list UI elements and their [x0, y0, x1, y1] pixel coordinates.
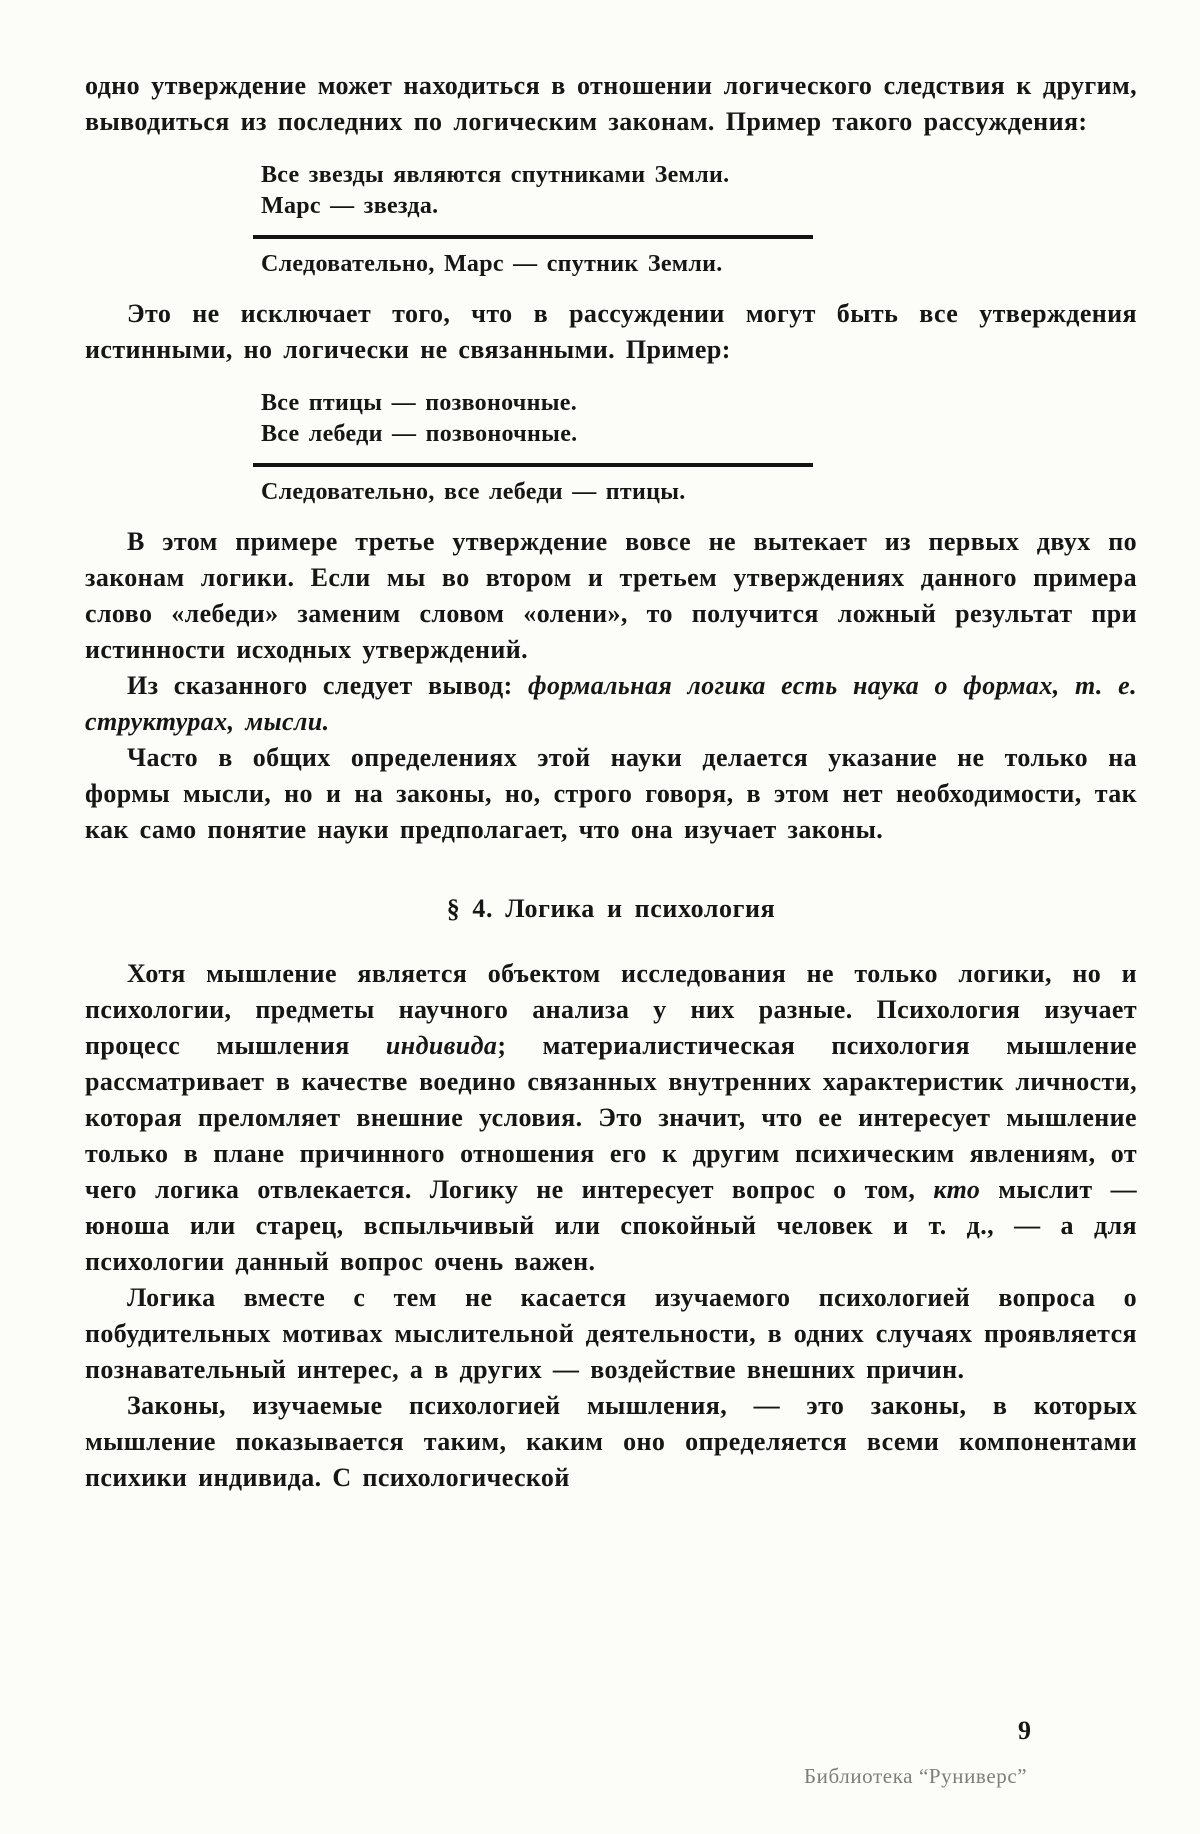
- section-heading: § 4. Логика и психология: [446, 894, 776, 923]
- paragraph-conclusion-statement: [85, 668, 1137, 740]
- paragraph-text: Хотя мышление является объектом исследования не только логики, но и психологии, предметы научного анализа у них разные. Психология изучает процесс мышления: [85, 959, 1137, 1060]
- page-number: 9: [1018, 1716, 1031, 1745]
- paragraph-text: мыслит — юноша или старец, вспыльчивый или спокойный человек и т. д., — а для психологии данный вопрос очень важен.: [85, 1175, 1137, 1276]
- text-block: [85, 68, 1137, 1496]
- paragraph-italic-text: формальная логика есть наука о формах, т. е. структурах, мысли.: [85, 671, 1137, 736]
- premise-line: Все птицы — позвоночные.: [261, 390, 578, 416]
- syllogism-example-2: [261, 388, 827, 508]
- syllogism-example-1: [261, 160, 827, 280]
- inference-rule-line: [253, 463, 813, 467]
- paragraph-continuation: одно утверждение может находиться в отношении логического следствия к другим, выводиться из последних по логическим законам. Пример такого рассуждения:: [85, 71, 1137, 136]
- paragraph: Логика вместе с тем не касается изучаемого психологией вопроса о побудительных мотивах мыслительной деятельности, в одних случаях проявляется познавательный интерес, а в других — воздействие внешних причин.: [85, 1283, 1137, 1384]
- premise-line: Все лебеди — позвоночные.: [261, 421, 578, 447]
- paragraph-text: Из сказанного следует вывод:: [127, 671, 528, 700]
- conclusion-line: Следовательно, все лебеди — птицы.: [261, 479, 686, 505]
- paragraph: Законы, изучаемые психологией мышления, — это законы, в которых мышление показывается таким, каким оно определяется всеми компонентами психики индивида. С психологической: [85, 1391, 1137, 1492]
- paragraph: В этом примере третье утверждение вовсе не вытекает из первых двух по законам логики. Если мы во втором и третьем утверждениях данного примера слово «лебеди» заменим словом «олени», то получится ложный результат при истинности исходных утверждений.: [85, 527, 1137, 664]
- premise-line: Все звезды являются спутниками Земли.: [261, 162, 730, 188]
- premise-line: Марс — звезда.: [261, 193, 439, 219]
- paragraph: [85, 956, 1137, 1280]
- paragraph: Часто в общих определениях этой науки делается указание не только на формы мысли, но и на законы, но, строго говоря, в этом нет необходимости, так как само понятие науки предполагает, что она изучает законы.: [85, 743, 1137, 844]
- inference-rule-line: [253, 235, 813, 239]
- library-watermark: Библиотека “Руниверс”: [804, 1764, 1028, 1788]
- paragraph: Это не исключает того, что в рассуждении могут быть все утверждения истинными, но логически не связанными. Пример:: [85, 299, 1137, 364]
- paragraph-italic-text: индивида: [385, 1031, 498, 1060]
- paragraph-text: ; материалистическая психология мышление рассматривает в качестве воедино связанных внутренних характеристик личности, которая преломляет внешние условия. Это значит, что ее интересует мышление только в плане причинного отношения его к другим психическим явлениям, от чего логика отвлекается. Логику не интересует вопрос о том,: [85, 1031, 1137, 1204]
- paragraph-italic-text: кто: [933, 1175, 981, 1204]
- conclusion-line: Следовательно, Марс — спутник Земли.: [261, 251, 723, 277]
